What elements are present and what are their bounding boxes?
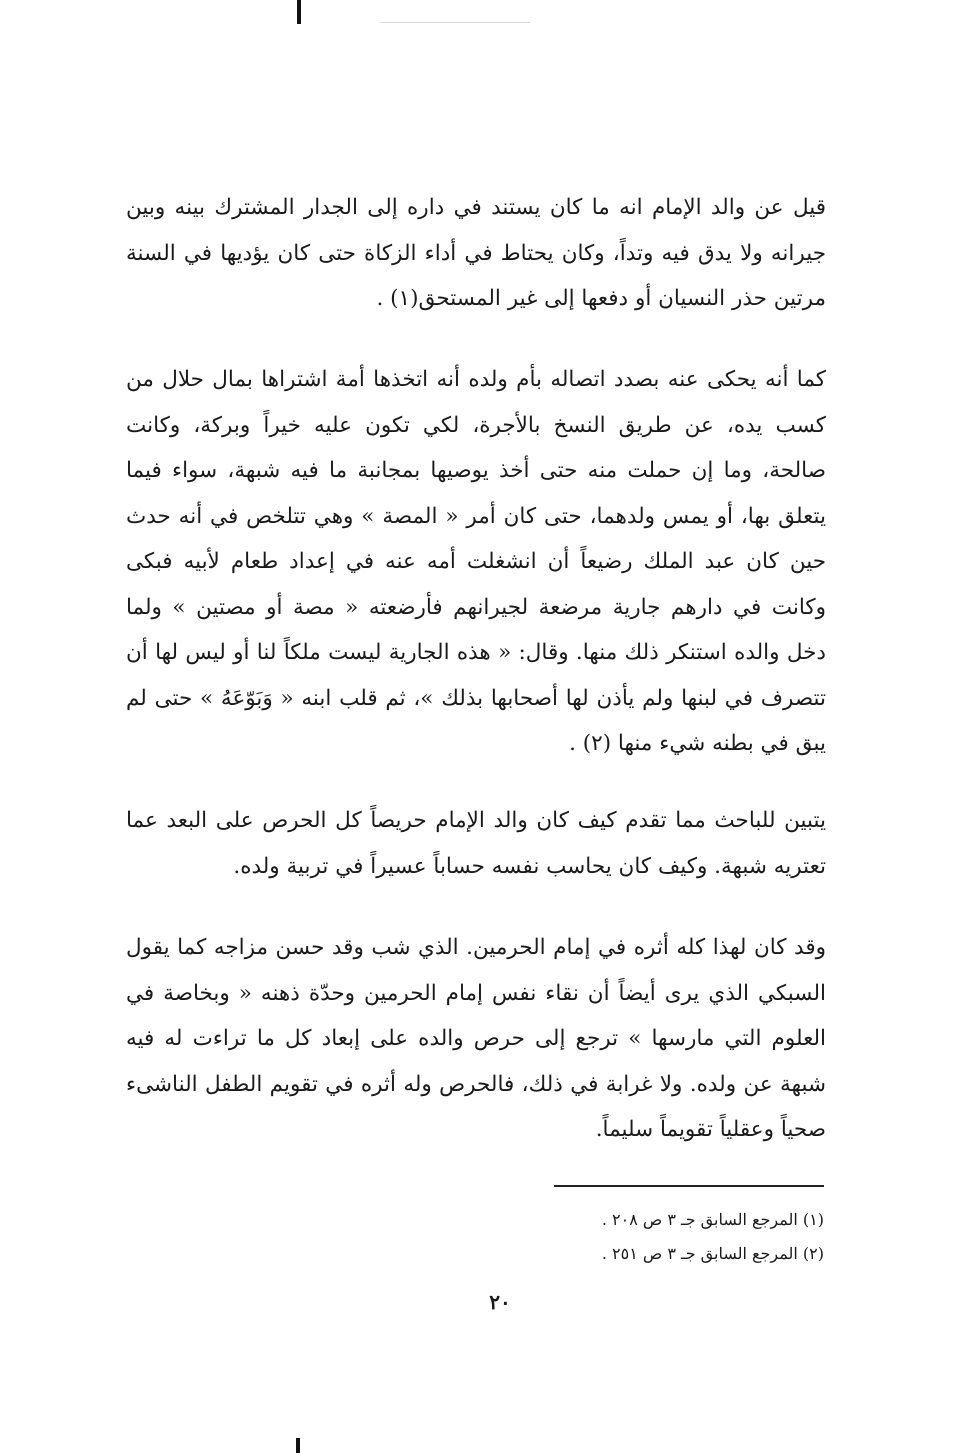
crop-mark-bottom (296, 1438, 300, 1453)
paragraph-2: كما أنه يحكى عنه بصدد اتصاله بأم ولده أنه اتخذها أمة اشتراها بمال حلال من كسب يده، عن طريق النسخ بالأجرة، لكي تكون عليه خيراً وبركة، وكانت صالحة، وما إن حملت منه حتى أخذ يوصيها بمجانبة ما فيه شبهة، سواء فيما يتعلق بها، أو يمس ولدهما، حتى كان أمر « المصة » وهي تتلخص في أنه حدث حين كان عبد الملك رضيعاً أن انشغلت أمه عنه في إعداد طعام لأبيه فبكى وكانت في دارهم جارية مرضعة لجيرانهم فأرضعته « مصة أو مصتين » ولما دخل والده استنكر ذلك منها. وقال: « هذه الجارية ليست ملكاً لنا أو ليس لها أن تتصرف في لبنها ولم يأذن لها أصحابها بذلك »، ثم قلب ابنه « وَبَوّعَهُ » حتى لم يبق في بطنه شيء منها (٢) . (126, 367, 826, 756)
scan-line-top (380, 22, 530, 23)
crop-mark-top (297, 0, 301, 24)
paragraph-1: قيل عن والد الإمام انه ما كان يستند في داره إلى الجدار المشترك بينه وبين جيرانه ولا يدق فيه وتداً، وكان يحتاط في أداء الزكاة حتى كان يؤديها في السنة مرتين حذر النسيان أو دفعها إلى غير المستحق(١) . (126, 195, 826, 311)
footnote-1: (١) المرجع السابق جـ ٣ ص ٢٠٨ . (601, 1210, 824, 1229)
footnote-2: (٢) المرجع السابق جـ ٣ ص ٢٥١ . (601, 1244, 824, 1263)
paragraph-4: وقد كان لهذا كله أثره في إمام الحرمين. الذي شب وقد حسن مزاجه كما يقول السبكي الذي يرى أيضاً أن نقاء نفس إمام الحرمين وحدّة ذهنه « وبخاصة في العلوم التي مارسها » ترجع إلى حرص والده على إبعاد كل ما تراءت له فيه شبهة عن ولده. ولا غرابة في ذلك، فالحرص وله أثره في تقويم الطفل الناشىء صحياً وعقلياً تقويماً سليماً. (126, 935, 826, 1142)
footnotes (404, 1203, 824, 1271)
footnote-divider (554, 1185, 824, 1187)
paragraph-3: يتبين للباحث مما تقدم كيف كان والد الإمام حريصاً كل الحرص على البعد عما تعتريه شبهة. وكيف كان يحاسب نفسه حساباً عسيراً في تربية ولده. (126, 808, 826, 879)
page-number: ٢٠ (489, 1290, 511, 1314)
